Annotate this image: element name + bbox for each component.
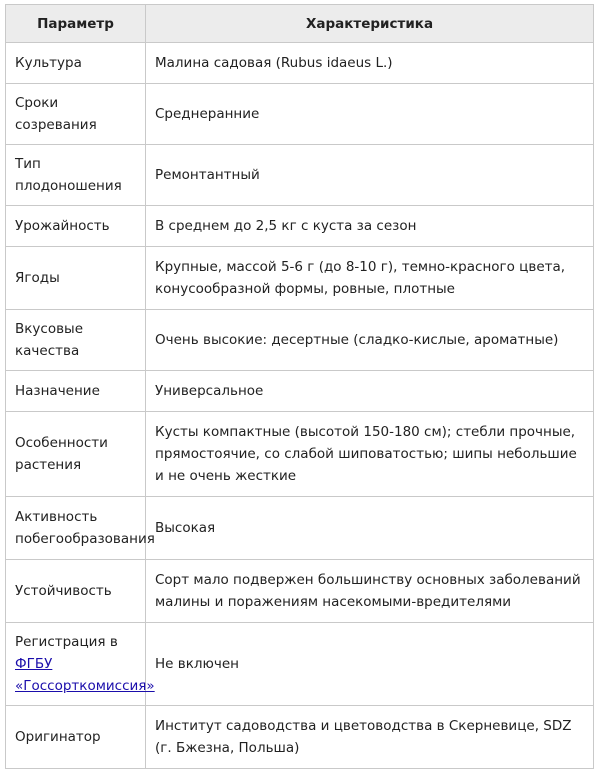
row-param: Оригинатор [6, 706, 146, 769]
table-row [6, 145, 594, 206]
row-param: Сроки созревания [6, 84, 146, 145]
row-param-registration [6, 623, 155, 706]
row-value: Сорт мало подвержен большинству основных заболеваний малины и поражениям насекомыми-вредителями [146, 560, 594, 623]
row-value: Крупные, массой 5-6 г (до 8-10 г), темно-красного цвета, конусообразной формы, ровные, плотные [146, 247, 594, 310]
row-param: Ягоды [6, 247, 146, 310]
table-row [6, 206, 594, 247]
table-row [6, 84, 594, 145]
registration-prefix: Регистрация в [15, 634, 118, 650]
row-param: Урожайность [6, 206, 146, 247]
table-row [6, 706, 594, 769]
table-row [6, 560, 594, 623]
table-row [6, 623, 594, 706]
header-param: Параметр [6, 5, 146, 43]
row-value: Очень высокие: десертные (сладко-кислые, ароматные) [146, 310, 594, 371]
gossortkomissiya-link[interactable]: ФГБУ «Госсорткомиссия» [15, 656, 155, 694]
row-value: Высокая [146, 497, 594, 560]
characteristics-table [5, 4, 594, 769]
row-value: Малина садовая (Rubus idaeus L.) [146, 43, 594, 84]
table-row [6, 247, 594, 310]
row-param: Культура [6, 43, 146, 84]
row-value: Кусты компактные (высотой 150-180 см); стебли прочные, прямостоячие, со слабой шиповатостью; шипы небольшие и не очень жесткие [146, 412, 594, 497]
table-row [6, 43, 594, 84]
table-header-row [6, 5, 594, 43]
table-row [6, 371, 594, 412]
row-value: В среднем до 2,5 кг с куста за сезон [146, 206, 594, 247]
header-value: Характеристика [146, 5, 594, 43]
row-param: Тип плодоношения [6, 145, 146, 206]
table-row [6, 310, 594, 371]
row-param: Назначение [6, 371, 146, 412]
table-row [6, 497, 594, 560]
table-row [6, 412, 594, 497]
row-param: Активность побегообразования [6, 497, 146, 560]
row-param: Особенности растения [6, 412, 146, 497]
row-param: Устойчивость [6, 560, 146, 623]
row-param: Вкусовые качества [6, 310, 146, 371]
row-value: Ремонтантный [146, 145, 594, 206]
row-value: Институт садоводства и цветоводства в Скерневице, SDZ (г. Бжезна, Польша) [146, 706, 594, 769]
row-value: Среднеранние [146, 84, 594, 145]
row-value: Универсальное [146, 371, 594, 412]
row-value: Не включен [146, 623, 594, 706]
